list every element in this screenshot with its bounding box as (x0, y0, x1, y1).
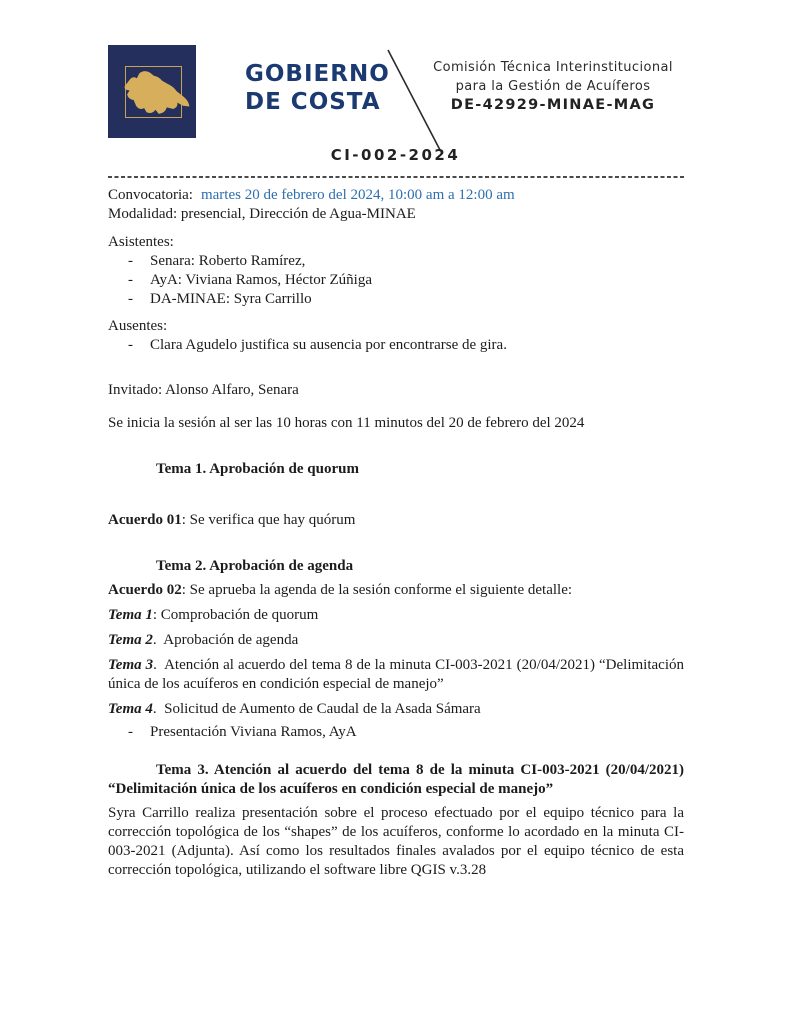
agenda-item-text: . Solicitud de Aumento de Caudal de la Asada Sámara (152, 701, 481, 717)
agenda-item (108, 656, 688, 694)
agenda-item-label: Tema 1 (108, 607, 153, 623)
decree-number: DE-42929-MINAE-MAG (450, 97, 656, 113)
costa-rica-map-icon (115, 58, 196, 132)
org-name-line2: DE COSTA (245, 89, 381, 115)
session-start-line: Se inicia la sesión al ser las 10 horas con 11 minutos del 20 de febrero del 2024 (108, 415, 585, 431)
agenda-item-label: Tema 3 (108, 657, 154, 673)
invitado-line: Invitado: Alonso Alfaro, Senara (108, 382, 299, 398)
separator-line (108, 176, 684, 178)
agenda-item-label: Tema 4 (108, 701, 153, 717)
document-body (108, 180, 688, 880)
org-name-line1: GOBIERNO (245, 61, 390, 87)
convocatoria-label: Convocatoria: (108, 187, 193, 203)
agenda-item (108, 631, 684, 650)
asistentes-item: - Senara: Roberto Ramírez, (108, 252, 684, 271)
commission-block (420, 58, 686, 115)
agenda-item-text: : Comprobación de quorum (152, 607, 319, 623)
acuerdo-01-line (108, 511, 684, 530)
agenda-item-label: Tema 2 (108, 632, 153, 648)
acuerdo-01-label: Acuerdo 01 (108, 512, 182, 528)
acuerdo-02-line (108, 581, 684, 600)
convocatoria-value: martes 20 de febrero del 2024, 10:00 am a 12:00 am (200, 187, 515, 203)
tema2-heading: Tema 2. Aprobación de agenda (156, 558, 354, 574)
tema3-section-heading (108, 761, 684, 799)
asistentes-item: - AyA: Viviana Ramos, Héctor Zúñiga (108, 271, 684, 290)
commission-line1: Comisión Técnica Interinstitucional (433, 60, 673, 75)
agenda-sub-bullet: - Presentación Viviana Ramos, AyA (108, 723, 684, 742)
document-code: CI-002-2024 (330, 146, 461, 164)
agenda-item-text: . Atención al acuerdo del tema 8 de la minuta CI-003-2021 (20/04/2021) “Delimitación única de los acuíferos en condición especial de manejo” (108, 657, 688, 692)
commission-line2: para la Gestión de Acuíferos (455, 79, 651, 94)
agenda-item (108, 700, 684, 719)
tema3-section-paragraph: Syra Carrillo realiza presentación sobre el proceso efectuado por el equipo técnico para la corrección topológica de los “shapes” de los acuíferos, conforme lo acordado en la minuta CI-003-2021 (Adjunta). Así como los resultados finales avalados por el equipo técnico de esta corrección topológica, utilizando el software libre QGIS v.3.28 (108, 805, 684, 878)
acuerdo-02-text: : Se aprueba la agenda de la sesión conforme el siguiente detalle: (181, 582, 573, 598)
convocatoria-line (108, 186, 684, 205)
government-logo (108, 45, 196, 138)
ausentes-label: Ausentes: (108, 318, 168, 334)
acuerdo-02-label: Acuerdo 02 (108, 582, 182, 598)
modalidad-line: Modalidad: presencial, Dirección de Agua-MINAE (108, 206, 416, 222)
tema3-section-heading-line2: “Delimitación única de los acuíferos en condición especial de manejo” (108, 781, 554, 797)
tema3-section-heading-line1: Tema 3. Atención al acuerdo del tema 8 de la minuta CI-003-2021 (20/04/2021) (156, 762, 684, 778)
agenda-item (108, 606, 684, 625)
asistentes-label: Asistentes: (108, 234, 174, 250)
agenda-item-text: . Aprobación de agenda (152, 632, 299, 648)
org-name (245, 60, 390, 116)
tema1-heading: Tema 1. Aprobación de quorum (156, 461, 359, 477)
asistentes-item: - DA-MINAE: Syra Carrillo (108, 290, 684, 309)
acuerdo-01-text: : Se verifica que hay quórum (181, 512, 356, 528)
ausentes-item: - Clara Agudelo justifica su ausencia por encontrarse de gira. (108, 336, 684, 355)
